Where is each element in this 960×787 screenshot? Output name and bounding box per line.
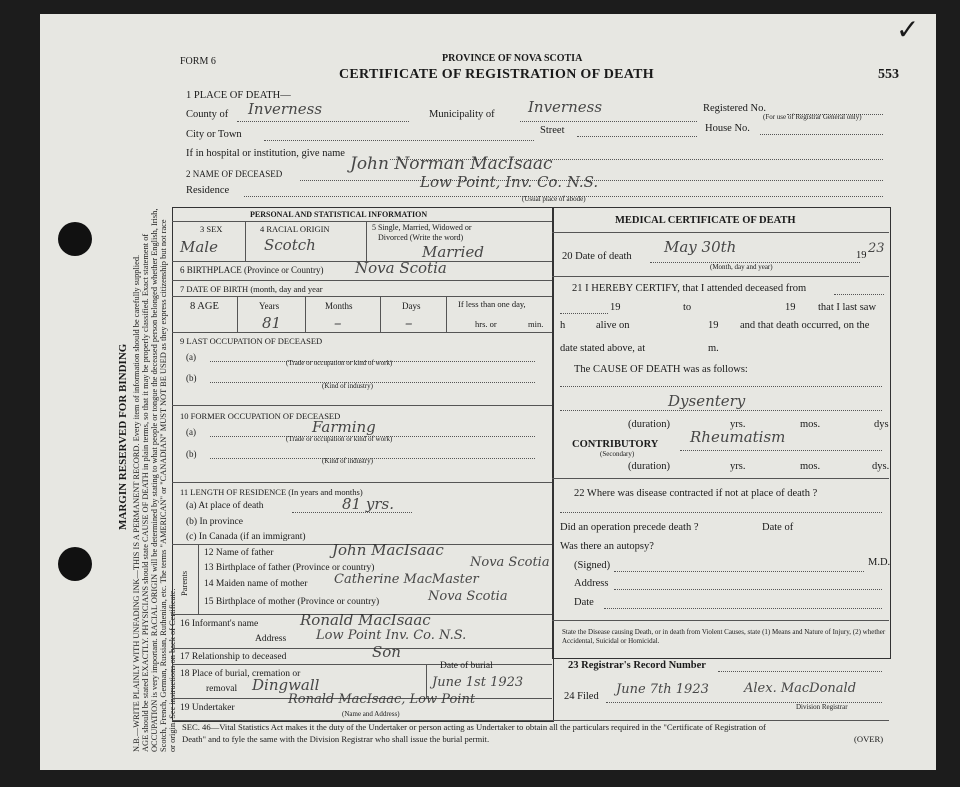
contrib-mos-label: mos.: [800, 461, 821, 472]
last-occupation-a: (a): [186, 352, 196, 362]
former-occupation-value: Farming: [312, 418, 376, 436]
footer-line-2: Death" and to fyle the same with the Division Registrar who shall issue the burial permit.: [182, 734, 490, 744]
margin-heading: MARGIN RESERVED FOR BINDING: [117, 343, 129, 530]
min-label: min.: [528, 319, 544, 329]
contrib-dys-label: dys.: [872, 461, 890, 472]
undertaker-note: (Name and Address): [342, 710, 400, 718]
province-heading: PROVINCE OF NOVA SCOTIA: [442, 53, 583, 64]
certify-19b: 19: [785, 302, 796, 313]
mother-birthplace-value: Nova Scotia: [428, 589, 508, 604]
informant-address-value: Low Point Inv. Co. N.S.: [316, 628, 467, 643]
racial-label: 4 RACIAL ORIGIN: [260, 224, 330, 234]
check-mark: ✓: [896, 15, 920, 46]
father-birthplace-label: 13 Birthplace of father (Province or country): [204, 563, 375, 573]
record-number-label: 23 Registrar's Record Number: [568, 660, 706, 671]
certify-19c: 19: [708, 320, 719, 331]
certify-19a: 19: [610, 302, 621, 313]
footer-line-1: SEC. 46—Vital Statistics Act makes it the duty of the Undertaker or person acting as Undertaker to obtain all the particulars required in the "Certificate of Registration of: [182, 722, 766, 732]
mother-birthplace-label: 15 Birthplace of mother (Province or country): [204, 597, 380, 607]
medical-heading: MEDICAL CERTIFICATE OF DEATH: [615, 215, 796, 226]
father-value: John MacIsaac: [332, 541, 444, 559]
mother-label: 14 Maiden name of mother: [204, 579, 308, 589]
signed-label: (Signed): [574, 560, 611, 571]
at-place-value: 81 yrs.: [342, 495, 394, 513]
birthplace-label: 6 BIRTHPLACE (Province or Country): [180, 265, 324, 275]
burial-date-value: June 1st 1923: [432, 675, 524, 690]
certify-date-stated: date stated above, at: [560, 343, 646, 354]
cause-mos-label: mos.: [800, 419, 821, 430]
municipality-label: Municipality of: [429, 109, 495, 120]
street-label: Street: [540, 125, 565, 136]
county-value: Inverness: [248, 100, 323, 118]
age-years-value: 81: [262, 314, 282, 332]
age-months-value: –: [334, 314, 342, 332]
contributory-label: CONTRIBUTORY: [572, 439, 659, 450]
certify-to: to: [683, 302, 692, 313]
removal-label: removal: [206, 684, 238, 694]
months-label: Months: [325, 301, 353, 311]
residence-label: Residence: [186, 185, 230, 196]
date-note: (Month, day and year): [710, 263, 773, 271]
in-province-label: (b) In province: [186, 517, 243, 527]
undertaker-label: 19 Undertaker: [180, 703, 235, 713]
residence-length-label: 11 LENGTH OF RESIDENCE (In years and months): [180, 487, 363, 497]
county-label: County of: [186, 109, 229, 120]
margin-instruction-3: OCCUPATION is very important. RACIAL ORIGIN will be determined by stating to what people or tongue the deceased person belonged whether English, Irish,: [150, 208, 159, 752]
hrs-label: hrs. or: [475, 319, 497, 329]
at-place-label: (a) At place of death: [186, 501, 264, 511]
house-label: House No.: [705, 123, 750, 134]
date-of-death-value: May 30th: [664, 238, 737, 256]
punch-hole-bottom: [58, 547, 92, 581]
hospital-label: If in hospital or institution, give name: [186, 148, 345, 159]
former-industry-note: (Kind of industry): [322, 457, 373, 465]
division-registrar-note: Division Registrar: [796, 703, 848, 711]
residence-value: Low Point, Inv. Co. N.S.: [420, 173, 599, 191]
burial-date-label: Date of burial: [440, 661, 493, 671]
informant-address-label: Address: [255, 634, 287, 644]
certificate-number: 553: [878, 67, 899, 82]
margin-instruction-4: Scotch, French, German, Russian, Ruthenian, etc. The terms "AMERICAN" or "CANADIAN" MUST NOT BE USED as they express citizenship but not race: [159, 219, 168, 752]
last-occupation-label: 9 LAST OCCUPATION OF DECEASED: [180, 336, 323, 346]
dob-label: 7 DATE OF BIRTH (month, day and year: [180, 284, 323, 294]
former-occupation-a: (a): [186, 427, 196, 437]
operation-label: Did an operation precede death ?: [560, 522, 699, 533]
secondary-note: (Secondary): [600, 450, 635, 458]
mother-value: Catherine MacMaster: [334, 572, 479, 587]
days-label: Days: [402, 301, 421, 311]
years-label: Years: [259, 301, 280, 311]
contracted-label: 22 Where was disease contracted if not at place of death ?: [574, 488, 818, 499]
burial-label: 18 Place of burial, cremation or: [180, 669, 301, 679]
last-trade-note: (Trade or occupation or kind of work): [286, 359, 393, 367]
in-canada-label: (c) In Canada (if an immigrant): [186, 532, 306, 542]
punch-hole-top: [58, 222, 92, 256]
certify-death-occurred: and that death occurred, on the: [740, 320, 870, 331]
page-title: CERTIFICATE OF REGISTRATION OF DEATH: [339, 67, 654, 82]
relationship-label: 17 Relationship to deceased: [180, 652, 287, 662]
personal-heading: PERSONAL AND STATISTICAL INFORMATION: [250, 210, 428, 219]
informant-label: 16 Informant's name: [180, 619, 259, 629]
registered-label: Registered No.: [703, 103, 766, 114]
contrib-yrs-label: yrs.: [730, 461, 746, 472]
filed-date-value: June 7th 1923: [616, 682, 709, 697]
last-industry-note: (Kind of industry): [322, 382, 373, 390]
marital-value: Married: [422, 243, 484, 261]
operation-date-label: Date of: [762, 522, 794, 533]
contributory-value: Rheumatism: [690, 428, 786, 446]
autopsy-label: Was there an autopsy?: [560, 541, 654, 552]
medical-date-label: Date: [574, 597, 594, 608]
father-label: 12 Name of father: [204, 548, 274, 558]
cause-value: Dysentery: [668, 392, 746, 410]
former-trade-note: (Trade or occupation or kind of work): [286, 435, 393, 443]
less-than-day-label: If less than one day,: [458, 299, 526, 309]
registrar-signature: Alex. MacDonald: [744, 681, 857, 696]
sex-value: Male: [180, 238, 218, 256]
marital-label-2: Divorced (Write the word): [378, 233, 464, 242]
former-occupation-label: 10 FORMER OCCUPATION OF DECEASED: [180, 411, 341, 421]
medical-address-label: Address: [574, 578, 609, 589]
place-of-death-heading: 1 PLACE OF DEATH—: [186, 90, 291, 101]
form-number: FORM 6: [180, 56, 216, 67]
death-year-prefix: 19: [856, 250, 867, 261]
disease-note: State the Disease causing Death, or in death from Violent Causes, state (1) Means and Nature of Injury, (2) whether Accidental, Suicidal or Homicidal.: [562, 628, 886, 645]
cause-dys-label: dys: [874, 419, 889, 430]
cause-duration-label: (duration): [628, 419, 670, 430]
municipality-value: Inverness: [528, 98, 603, 116]
age-label: 8 AGE: [190, 301, 219, 312]
cause-yrs-label: yrs.: [730, 419, 746, 430]
name-label: 2 NAME OF DECEASED: [186, 169, 283, 179]
name-value: John Norman MacIsaac: [350, 154, 553, 174]
racial-value: Scotch: [264, 236, 316, 254]
margin-instruction-2: AGE should be stated EXACTLY. PHYSICIANS should state CAUSE OF DEATH in plain terms, so that it may be properly classified. Exact statement of: [141, 233, 150, 752]
death-year-value: 23: [868, 241, 885, 256]
date-of-death-label: 20 Date of death: [562, 251, 632, 262]
contrib-duration-label: (duration): [628, 461, 670, 472]
over-label: (OVER): [854, 734, 884, 744]
certify-m: m.: [708, 343, 719, 354]
informant-value: Ronald MacIsaac: [300, 611, 431, 629]
marital-label-1: 5 Single, Married, Widowed or: [372, 223, 472, 232]
certify-h: h: [560, 320, 566, 331]
city-label: City or Town: [186, 129, 242, 140]
age-days-value: –: [405, 314, 413, 332]
undertaker-value: Ronald MacIsaac, Low Point: [288, 692, 476, 707]
birthplace-value: Nova Scotia: [355, 259, 447, 277]
margin-instruction-5: or origin. See instructions on back of Certificate.: [168, 588, 177, 752]
burial-place-value: Dingwall: [252, 676, 320, 694]
last-occupation-b: (b): [186, 373, 197, 383]
certify-last-saw: that I last saw: [818, 302, 877, 313]
parents-label: Parents: [179, 570, 189, 596]
md-label: M.D.: [868, 557, 891, 568]
father-birthplace-value: Nova Scotia: [470, 555, 550, 570]
former-occupation-b: (b): [186, 449, 197, 459]
registered-note: (For use of Registrar General only): [763, 113, 862, 121]
certify-text: 21 I HEREBY CERTIFY, that I attended deceased from: [572, 283, 807, 294]
certify-alive-on: alive on: [596, 320, 630, 331]
filed-label: 24 Filed: [564, 691, 599, 702]
margin-instruction-1: N.B.—WRITE PLAINLY WITH UNFADING INK—THIS IS A PERMANENT RECORD. Every item of information should be carefully supplied.: [132, 254, 141, 752]
cause-label: The CAUSE OF DEATH was as follows:: [574, 364, 748, 375]
abode-note: (Usual place of abode): [522, 195, 586, 203]
relationship-value: Son: [372, 643, 401, 661]
sex-label: 3 SEX: [200, 224, 223, 234]
